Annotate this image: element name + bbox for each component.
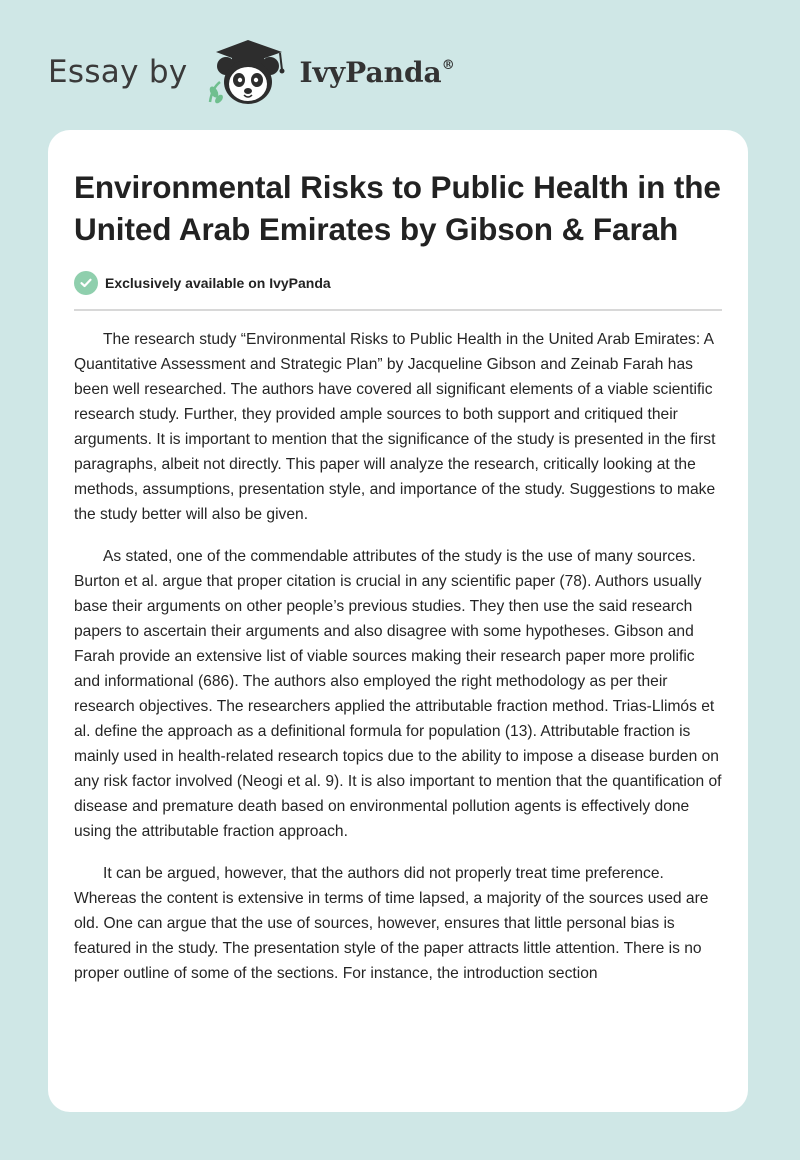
- exclusive-badge: [74, 271, 722, 311]
- essay-card: [48, 130, 748, 1112]
- brand-name: IvyPanda®: [299, 55, 455, 89]
- brand-header[interactable]: [48, 36, 455, 108]
- paragraph: As stated, one of the commendable attributes of the study is the use of many sources. Burton et al. argue that proper citation is crucial in any scientific paper (78). Authors usually base their arguments on other people’s previous studies. They then use the said research papers to ascertain their arguments and also disagree with some hypotheses. Gibson and Farah provide an extensive list of viable sources making their research paper more prolific and informational (686). The authors also employed the right methodology as per their research objectives. The researchers applied the attributable fraction method. Trias-Llimós et al. define the approach as a definitional formula for population (13). Attributable fraction is mainly used in health-related research topics due to the ability to impose a disease burden on any risk factor involved (Neogi et al. 9). It is also important to mention that the quantification of disease and premature death based on environmental pollution agents is effectively done using the attributable fraction approach.: [74, 548, 722, 840]
- brand-prefix: Essay by: [48, 54, 188, 90]
- check-circle-icon: [74, 271, 98, 295]
- essay-body: [74, 327, 722, 986]
- registered-mark: ®: [441, 57, 455, 73]
- paragraph: It can be argued, however, that the authors did not properly treat time preference. Whereas the content is extensive in terms of time lapsed, a majority of the sources used are old. One can argue that the use of sources, however, ensures that little personal bias is featured in the study. The presentation style of the paper attracts little attention. There is no proper outline of some of the sections. For instance, the introduction section: [74, 865, 709, 982]
- panda-graduate-icon: [202, 36, 294, 108]
- paragraph: The research study “Environmental Risks to Public Health in the United Arab Emirates: A Quantitative Assessment and Strategic Plan” by Jacqueline Gibson and Zeinab Farah has been well researched. The authors have covered all significant elements of a viable scientific research study. Further, they provided ample sources to both support and critiqued their arguments. It is important to mention that the significance of the study is presented in the first paragraphs, albeit not directly. This paper will analyze the research, critically looking at the methods, assumptions, presentation style, and importance of the study. Suggestions to make the study better will also be given.: [74, 331, 716, 523]
- essay-title: Environmental Risks to Public Health in the United Arab Emirates by Gibson & Farah: [74, 169, 721, 247]
- badge-label: Exclusively available on IvyPanda: [105, 275, 331, 291]
